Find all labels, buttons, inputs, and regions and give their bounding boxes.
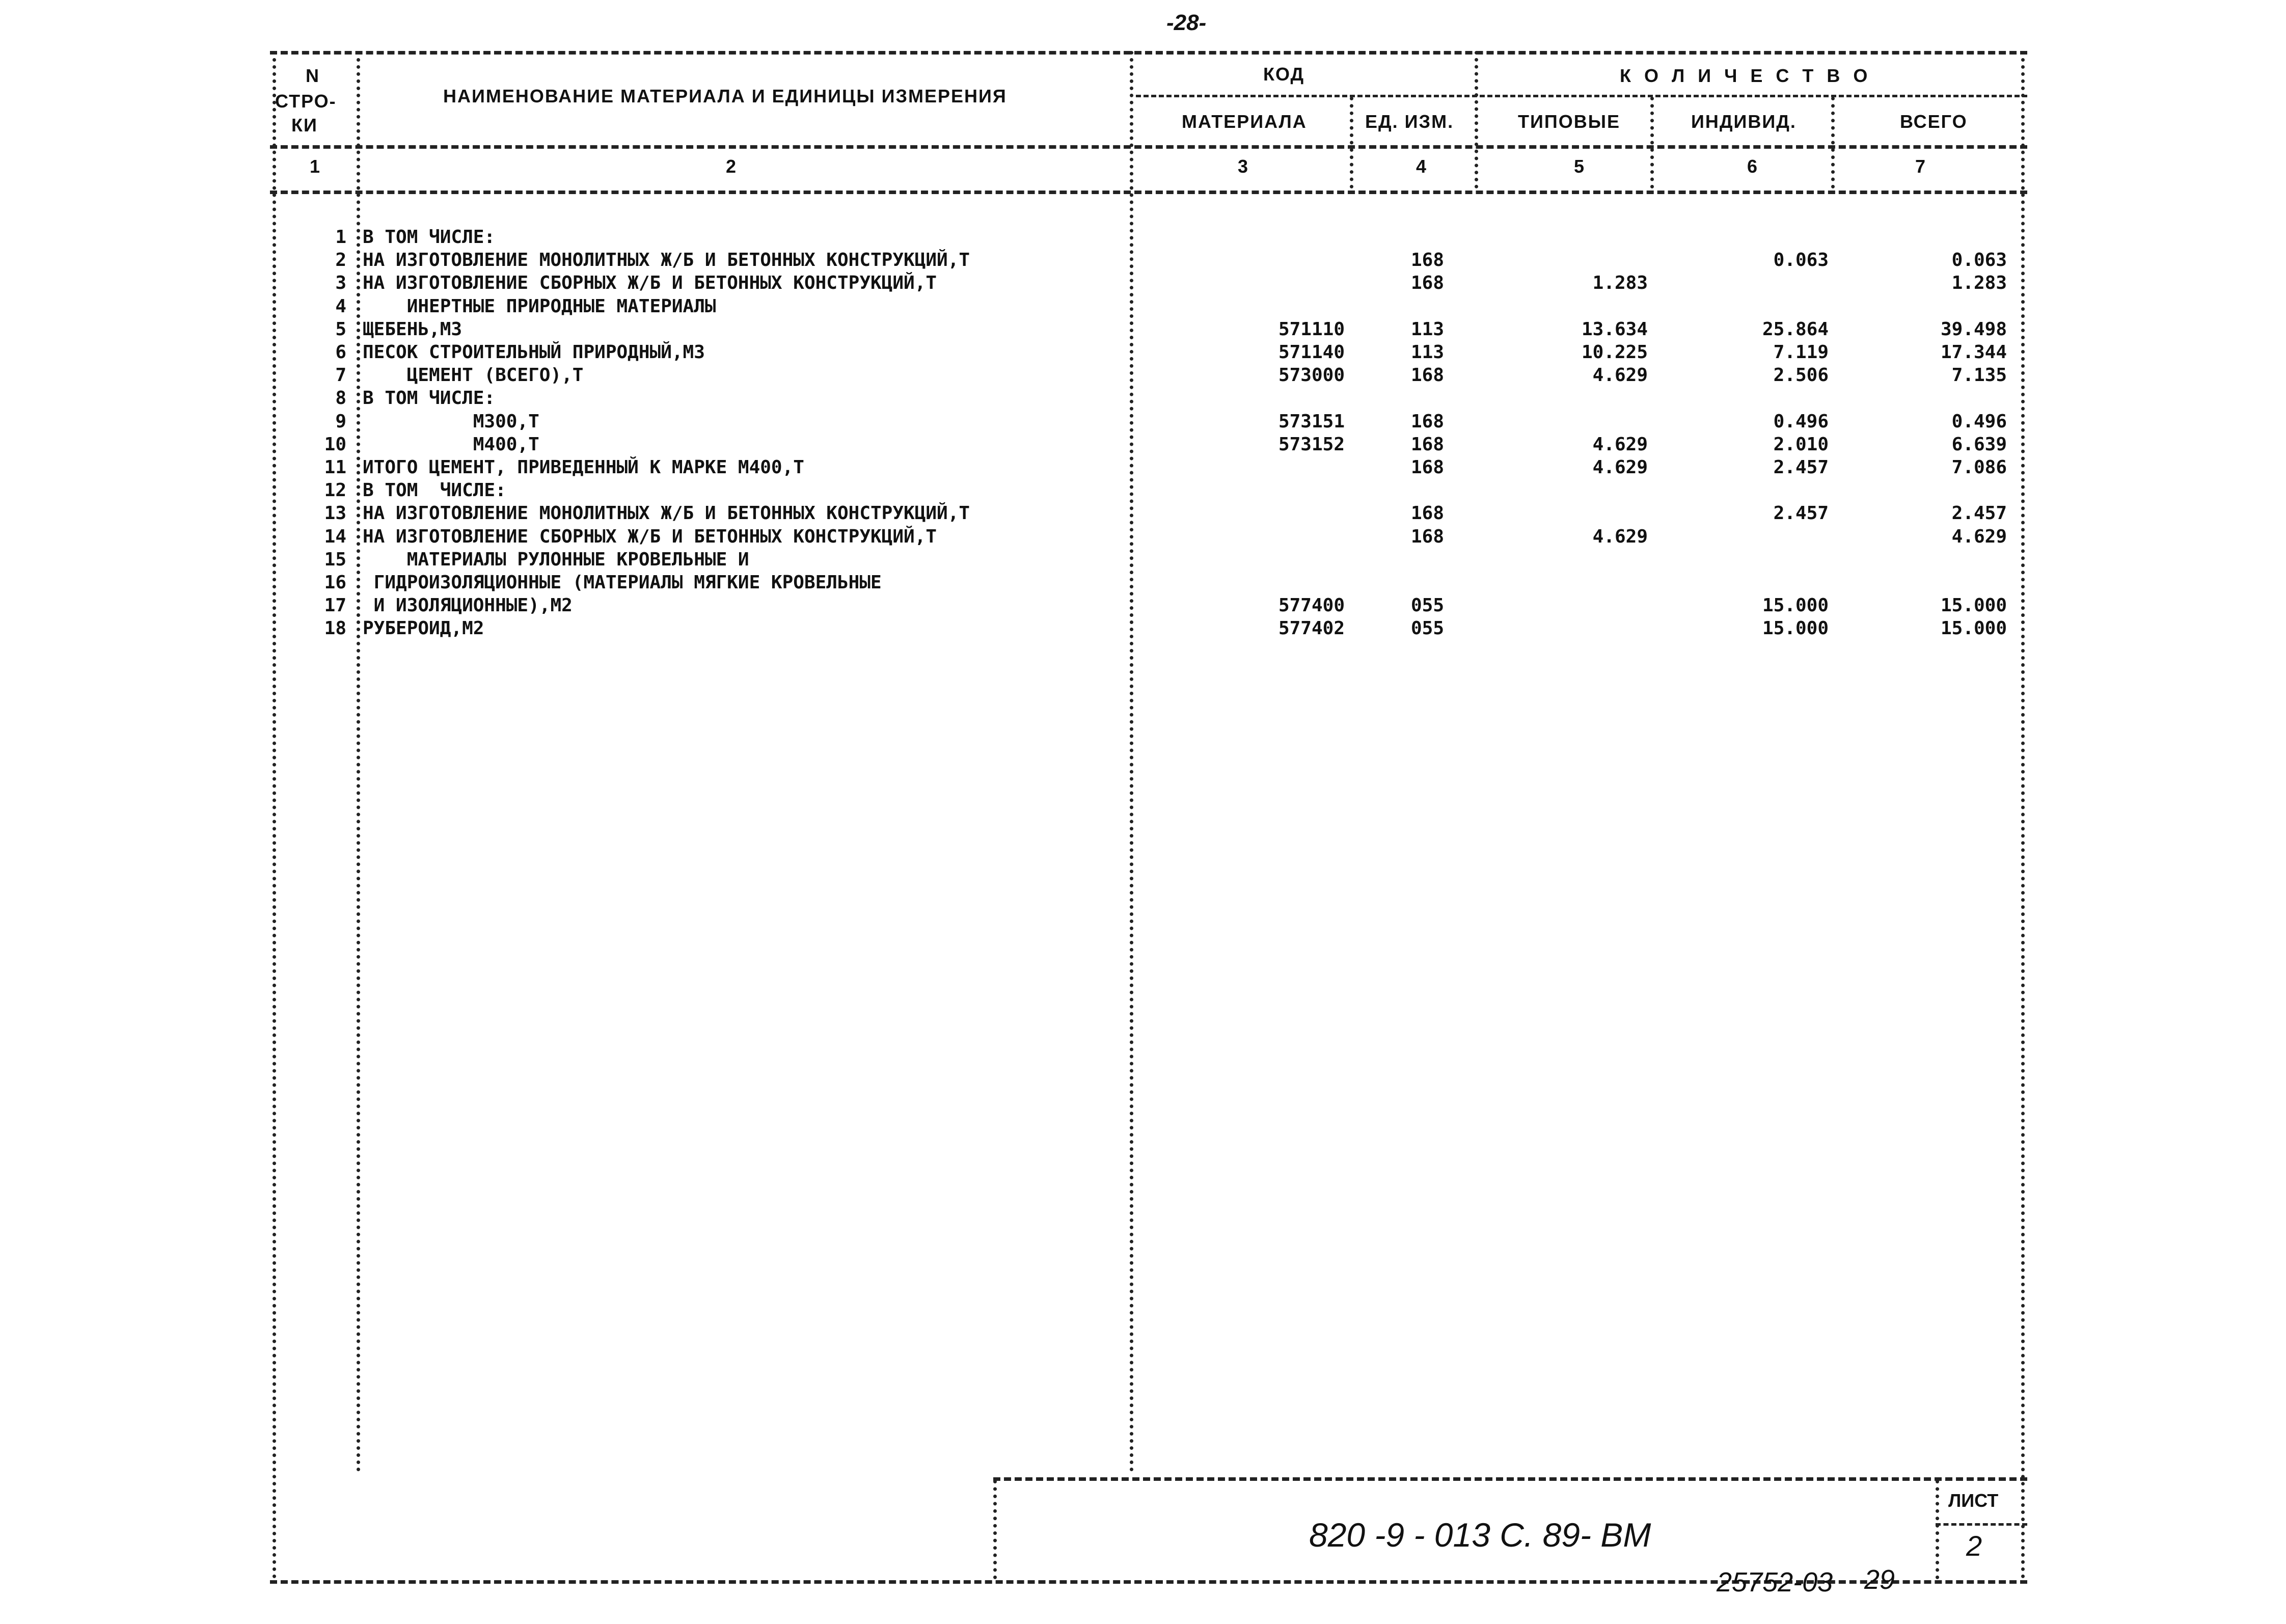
- qty-typical: 10.225: [1581, 342, 1648, 363]
- unit-code: 168: [1410, 411, 1444, 432]
- material-name: ИНЕРТНЫЕ ПРИРОДНЫЕ МАТЕРИАЛЫ: [363, 295, 716, 317]
- material-name: НА ИЗГОТОВЛЕНИЕ МОНОЛИТНЫХ Ж/Б И БЕТОННЫХ КОНСТРУКЦИЙ,Т: [363, 503, 970, 524]
- header-n: N: [306, 65, 320, 86]
- header-bottom-border: [270, 145, 2027, 149]
- header-name: НАИМЕНОВАНИЕ МАТЕРИАЛА И ЕДИНИЦЫ ИЗМЕРЕНИЯ: [443, 86, 1007, 106]
- material-name: НА ИЗГОТОВЛЕНИЕ МОНОЛИТНЫХ Ж/Б И БЕТОННЫХ КОНСТРУКЦИЙ,Т: [363, 250, 970, 271]
- material-code: 577402: [1278, 618, 1345, 639]
- colnum-5: 5: [1574, 156, 1586, 177]
- row-number: 1: [335, 227, 346, 248]
- header-material: МАТЕРИАЛА: [1182, 111, 1307, 132]
- qty-typical: 4.629: [1592, 457, 1648, 478]
- qty-total: 17.344: [1940, 342, 2007, 363]
- colnum-4: 4: [1416, 156, 1428, 177]
- unit-code: 113: [1410, 318, 1444, 340]
- qty-individual: 2.457: [1773, 503, 1829, 524]
- qty-typical: 4.629: [1592, 365, 1648, 386]
- row-number: 7: [335, 365, 346, 386]
- row-number: 6: [335, 342, 346, 363]
- header-quantity: К О Л И Ч Е С Т В О: [1620, 65, 1872, 86]
- page-number: -28-: [1166, 10, 1207, 35]
- qty-individual: 15.000: [1762, 595, 1829, 616]
- row-number: 16: [324, 572, 346, 593]
- row-number: 17: [324, 595, 346, 616]
- material-name: МАТЕРИАЛЫ РУЛОННЫЕ КРОВЕЛЬНЫЕ И: [363, 549, 749, 570]
- material-name: ПЕСОК СТРОИТЕЛЬНЫЙ ПРИРОДНЫЙ,М3: [363, 342, 705, 363]
- colnum-1: 1: [310, 156, 321, 177]
- colnum-3: 3: [1238, 156, 1249, 177]
- qty-individual: 7.119: [1773, 342, 1829, 363]
- row-number: 2: [335, 250, 346, 271]
- qty-total: 7.086: [1951, 457, 2007, 478]
- material-name: В ТОМ ЧИСЛЕ:: [363, 388, 496, 409]
- material-code: 573000: [1278, 365, 1345, 386]
- header-typical: ТИПОВЫЕ: [1518, 111, 1620, 132]
- material-name: ИТОГО ЦЕМЕНТ, ПРИВЕДЕННЫЙ К МАРКЕ М400,Т: [363, 457, 804, 478]
- material-name: ГИДРОИЗОЛЯЦИОННЫЕ (МАТЕРИАЛЫ МЯГКИЕ КРОВЕЛЬНЫЕ: [363, 572, 882, 593]
- qty-total: 15.000: [1940, 595, 2007, 616]
- row-number: 15: [324, 549, 346, 570]
- material-name: РУБЕРОИД,М2: [363, 618, 484, 639]
- material-name: НА ИЗГОТОВЛЕНИЕ СБОРНЫХ Ж/Б И БЕТОННЫХ КОНСТРУКЦИЙ,Т: [363, 526, 937, 547]
- unit-code: 113: [1410, 342, 1444, 363]
- sheet-box-divider: [1936, 1523, 2027, 1526]
- qty-total: 15.000: [1940, 618, 2007, 639]
- sheet-box-left-border: [1936, 1480, 1939, 1579]
- material-code: 571110: [1278, 318, 1345, 340]
- col-separator-unit: [1475, 51, 1478, 188]
- qty-total: 1.283: [1951, 273, 2007, 294]
- col-separator-n: [357, 51, 360, 1472]
- stamp-top-border: [993, 1477, 2027, 1481]
- archive-number: 25752-03: [1717, 1567, 1833, 1598]
- colnum-2: 2: [726, 156, 738, 177]
- row-number: 9: [335, 411, 346, 432]
- row-number: 4: [335, 295, 346, 317]
- qty-individual: 15.000: [1762, 618, 1829, 639]
- qty-individual: 2.010: [1773, 434, 1829, 455]
- qty-typical: 1.283: [1592, 273, 1648, 294]
- colnum-bottom-border: [270, 191, 2027, 194]
- row-number: 10: [324, 434, 346, 455]
- material-name: ЦЕМЕНТ (ВСЕГО),Т: [363, 365, 584, 386]
- unit-code: 168: [1410, 273, 1444, 294]
- header-code: КОД: [1263, 64, 1305, 85]
- qty-total: 0.496: [1951, 411, 2007, 432]
- row-number: 3: [335, 273, 346, 294]
- col-separator-typical: [1650, 97, 1654, 188]
- unit-code: 168: [1410, 365, 1444, 386]
- unit-code: 168: [1410, 250, 1444, 271]
- material-code: 573152: [1278, 434, 1345, 455]
- col-separator-code: [1350, 97, 1353, 188]
- header-individual: ИНДИВИД.: [1691, 111, 1797, 132]
- col-separator-name: [1130, 51, 1133, 1472]
- archive-page: 29: [1864, 1564, 1895, 1595]
- material-name: В ТОМ ЧИСЛЕ:: [363, 227, 496, 248]
- qty-total: 4.629: [1951, 526, 2007, 547]
- qty-typical: 4.629: [1592, 526, 1648, 547]
- unit-code: 168: [1410, 526, 1444, 547]
- material-name: ЩЕБЕНЬ,М3: [363, 318, 462, 340]
- material-name: НА ИЗГОТОВЛЕНИЕ СБОРНЫХ Ж/Б И БЕТОННЫХ КОНСТРУКЦИЙ,Т: [363, 273, 937, 294]
- qty-individual: 2.506: [1773, 365, 1829, 386]
- row-number: 13: [324, 503, 346, 524]
- colnum-7: 7: [1915, 156, 1927, 177]
- material-code: 571140: [1278, 342, 1345, 363]
- header-total: ВСЕГО: [1900, 111, 1968, 132]
- col-separator-individual: [1831, 97, 1835, 188]
- document-code: 820 -9 - 013 С. 89- ВМ: [1309, 1516, 1651, 1554]
- unit-code: 168: [1410, 503, 1444, 524]
- material-name: И ИЗОЛЯЦИОННЫЕ),М2: [363, 595, 573, 616]
- qty-total: 39.498: [1940, 318, 2007, 340]
- qty-individual: 0.496: [1773, 411, 1829, 432]
- qty-individual: 25.864: [1762, 318, 1829, 340]
- material-name: В ТОМ ЧИСЛЕ:: [363, 480, 506, 501]
- sheet-number: 2: [1966, 1530, 1982, 1562]
- qty-typical: 13.634: [1581, 318, 1648, 340]
- row-number: 8: [335, 388, 346, 409]
- row-number: 18: [324, 618, 346, 639]
- qty-total: 2.457: [1951, 503, 2007, 524]
- row-number: 12: [324, 480, 346, 501]
- unit-code: 168: [1410, 434, 1444, 455]
- sheet-label: ЛИСТ: [1948, 1490, 1999, 1511]
- qty-total: 0.063: [1951, 250, 2007, 271]
- material-code: 573151: [1278, 411, 1345, 432]
- qty-total: 7.135: [1951, 365, 2007, 386]
- table-top-border: [270, 51, 2027, 55]
- qty-individual: 0.063: [1773, 250, 1829, 271]
- qty-individual: 2.457: [1773, 457, 1829, 478]
- colnum-6: 6: [1747, 156, 1759, 177]
- unit-code: 168: [1410, 457, 1444, 478]
- stamp-left-border: [993, 1480, 997, 1579]
- qty-typical: 4.629: [1592, 434, 1648, 455]
- row-number: 11: [324, 457, 346, 478]
- material-code: 577400: [1278, 595, 1345, 616]
- row-number: 5: [335, 318, 346, 340]
- row-number: 14: [324, 526, 346, 547]
- right-border: [2021, 51, 2025, 1579]
- unit-code: 055: [1410, 595, 1444, 616]
- material-name: М400,Т: [363, 434, 539, 455]
- header-ki: КИ: [291, 115, 318, 136]
- code-header-divider: [1136, 95, 2027, 97]
- qty-total: 6.639: [1951, 434, 2007, 455]
- material-name: М300,Т: [363, 411, 539, 432]
- header-unit: ЕД. ИЗМ.: [1365, 111, 1454, 132]
- unit-code: 055: [1410, 618, 1444, 639]
- header-stro: СТРО-: [275, 91, 337, 112]
